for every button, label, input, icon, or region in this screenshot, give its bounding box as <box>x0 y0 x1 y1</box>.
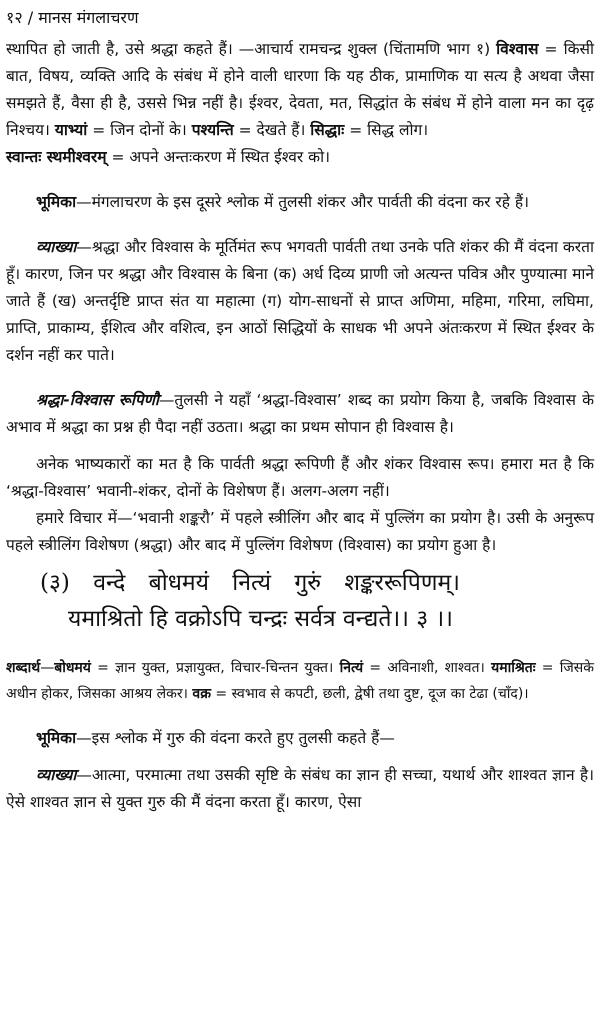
term: याभ्यां <box>54 121 88 139</box>
paragraph-vyakhya <box>6 234 594 369</box>
text: = स्वभाव से कपटी, छली, द्वेषी तथा दुष्ट, दूज का टेढा (चाँद)। <box>210 686 529 702</box>
paragraph-definitions <box>6 36 594 171</box>
text: = अविनाशी, शाश्वत। <box>363 660 492 676</box>
text: हमारे विचार में—‘भवानी शङ्करौ’ में पहले स्त्रीलिंग और बाद में पुल्लिंग का प्रयोग है। उसी के अनुरूप पहले स्त्रीलिंग विशेषण (श्रद्धा) और बाद में पुल्लिंग विशेषण (विश्वास) का प्रयोग हुआ है। <box>6 509 594 554</box>
text: = देखते हैं। <box>233 121 311 139</box>
heading-term: श्रद्धा-विश्वास रूपिणौ <box>36 391 159 409</box>
text: = जिन दोनों के। <box>87 121 192 139</box>
text: —मंगलाचरण के इस दूसरे श्लोक में तुलसी शंकर और पार्वती की वंदना कर रहे हैं। <box>76 193 530 211</box>
paragraph-word-meanings <box>6 655 594 707</box>
sanskrit-verse <box>6 565 594 637</box>
text: = सिद्ध लोग। <box>344 121 429 139</box>
text: = अपने अन्तःकरण में स्थित ईश्वर को। <box>106 148 330 166</box>
text: —श्रद्धा और विश्वास के मूर्तिमंत रूप भगवती पार्वती तथा उनके पति शंकर की मैं वंदना करता हूँ। कारण, जिन पर श्रद्धा और विश्वास के बिना (क) अर्ध दिव्य प्राणी जो अत्यन्त पवित्र और पुण्यात्मा माने जाते हैं (ख) अन्तर्दृष्टि प्राप्त संत या महात्मा (ग) योग-साधनों से प्राप्त अणिमा, महिमा, गरिमा, लघिमा, प्राप्ति, प्राकाम्य, ईशित्व और वशित्व, इन आठों सिद्धियों के साधक भी अपने अंतःकरण में स्थित ईश्वर के दर्शन नहीं कर पाते। <box>6 238 594 364</box>
text: अनेक भाष्यकारों का मत है कि पार्वती श्रद्धा रूपिणी हैं और शंकर विश्वास रूप। हमारा मत है कि ‘श्रद्धा-विश्वास’ भवानी-शंकर, दोनों के विशेषण हैं। अलग-अलग नहीं। <box>6 455 594 500</box>
term: स्वान्तः स्थमीश्वरम् <box>6 148 107 166</box>
term: बोधमयं <box>54 660 91 676</box>
verse-line-1: (३) वन्दे बोधमयं नित्यं गुरुं शङ्कररूपिणम्। <box>40 570 460 596</box>
text: स्थापित हो जाती है, उसे श्रद्धा कहते हैं। —आचार्य रामचन्द्र शुक्ल (चिंतामणि भाग १) <box>6 40 497 58</box>
paragraph-bhumika <box>6 189 594 216</box>
term: नित्यं <box>339 660 364 676</box>
text: = किसी बात, विषय, व्यक्ति आदि के संबंध में होने वाली धारणा कि यह ठीक, प्रामाणिक या सत्य है अथवा जैसा समझते हैं, वैसा ही है, उससे भिन्न नहीं है। ईश्वर, देवता, मत, सिद्धांत के संबंध में होने वाला मन का दृढ़ निश्चय। <box>6 40 594 139</box>
paragraph-our-view <box>6 505 594 559</box>
running-header <box>6 0 594 36</box>
text: = ज्ञान युक्त, प्रज्ञायुक्त, विचार-चिन्तन युक्त। <box>90 660 340 676</box>
term: सिद्धाः <box>310 121 345 139</box>
heading-term: भूमिका <box>36 193 77 211</box>
verse-line-2: यमाश्रितो हि वक्रोऽपि चन्द्रः सर्वत्र वन्द्यते।। ३ ।। <box>68 606 453 632</box>
heading-term: भूमिका <box>36 729 77 747</box>
heading-term: व्याख्या <box>36 238 77 256</box>
text: = जिसके अधीन होकर, जिसका आश्रय लेकर। <box>6 660 594 702</box>
header-separator: / <box>22 8 39 27</box>
paragraph-commentators <box>6 451 594 505</box>
term: विश्वास <box>496 40 539 58</box>
page-number: १२ <box>6 8 23 27</box>
paragraph-bhumika-2 <box>6 725 594 752</box>
heading-term: शब्दार्थ <box>6 660 41 676</box>
paragraph-vyakhya-2 <box>6 762 594 816</box>
text: —इस श्लोक में गुरु की वंदना करते हुए तुलसी कहते हैं— <box>76 729 395 747</box>
paragraph-shraddha-vishwas <box>6 387 594 441</box>
text: —आत्मा, परमात्मा तथा उसकी सृष्टि के संबंध का ज्ञान ही सच्चा, यथार्थ और शाश्वत ज्ञान है। ऐसे शाश्वत ज्ञान से युक्त गुरु की मैं वंदना करता हूँ। कारण, ऐसा <box>6 766 594 811</box>
term: वक्र <box>192 686 211 702</box>
term: पश्यन्ति <box>191 121 234 139</box>
term: यमाश्रितः <box>491 660 536 676</box>
text: —तुलसी ने यहाँ ‘श्रद्धा-विश्वास’ शब्द का प्रयोग किया है, जबकि विश्वास के अभाव में श्रद्धा का प्रश्न ही पैदा नहीं उठता। श्रद्धा का प्रथम सोपान ही विश्वास है। <box>6 391 594 436</box>
text: — <box>40 660 55 676</box>
heading-term: व्याख्या <box>36 766 77 784</box>
section-title: मानस मंगलाचरण <box>38 8 139 27</box>
